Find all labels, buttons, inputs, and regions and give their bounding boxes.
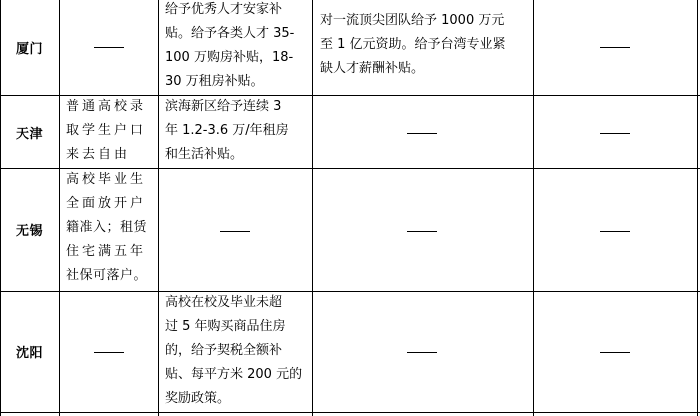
column-divider (59, 0, 60, 416)
column-divider (158, 0, 159, 416)
empty-cell-dash (94, 47, 124, 48)
cell-line: 100 万购房补贴，18- (165, 50, 294, 65)
cell-line: 30 万租房补贴。 (165, 74, 264, 89)
cell-line: 贴、每平方米 200 元的 (165, 367, 303, 382)
cell-line: 贴。给予各类人才 35- (165, 26, 295, 41)
cell-line: 和生活补贴。 (165, 147, 244, 162)
empty-cell-dash (600, 133, 630, 134)
row-divider (0, 95, 700, 96)
cell-line: 高校毕业生 (66, 172, 147, 187)
city-label: 天津 (15, 127, 43, 142)
cell-line: 年 1.2-3.6 万/年租房 (165, 123, 289, 138)
row-divider (0, 168, 700, 169)
empty-cell-dash (407, 133, 437, 134)
city-label: 厦门 (15, 42, 43, 57)
cell-line: 来去自由 (66, 147, 131, 162)
cell-line: 社保可落户。 (66, 268, 148, 283)
column-divider (312, 0, 313, 416)
cell-line: 过 5 年购买商品住房 (165, 319, 286, 334)
cell-line: 全面放开户 (66, 196, 147, 211)
cell-line: 取学生户口 (66, 123, 147, 138)
cell-line: 住宅满五年 (66, 244, 147, 259)
empty-cell-dash (94, 352, 124, 353)
empty-cell-dash (407, 231, 437, 232)
cell-line: 高校在校及毕业未超 (165, 295, 283, 310)
cell-line: 至 1 亿元资助。给予台湾专业紧 (320, 37, 506, 52)
empty-cell-dash (600, 231, 630, 232)
city-label: 无锡 (15, 224, 43, 239)
cell-line: 给予优秀人才安家补 (165, 2, 283, 17)
cell-line: 对一流顶尖团队给予 1000 万元 (320, 13, 505, 28)
cell-line: 缺人才薪酬补贴。 (320, 61, 425, 76)
cell-line: 籍准入；租赁 (66, 220, 148, 235)
empty-cell-dash (407, 352, 437, 353)
table-border-right (697, 0, 698, 416)
column-divider (533, 0, 534, 416)
city-label: 沈阳 (15, 346, 43, 361)
cell-line: 滨海新区给予连续 3 (165, 99, 282, 114)
cell-line: 普通高校录 (66, 99, 147, 114)
row-divider (0, 412, 700, 413)
cell-line: 的，给予契税全额补 (165, 343, 283, 358)
empty-cell-dash (600, 47, 630, 48)
row-divider (0, 291, 700, 292)
empty-cell-dash (600, 352, 630, 353)
empty-cell-dash (220, 231, 250, 232)
cell-line: 奖励政策。 (165, 391, 231, 406)
